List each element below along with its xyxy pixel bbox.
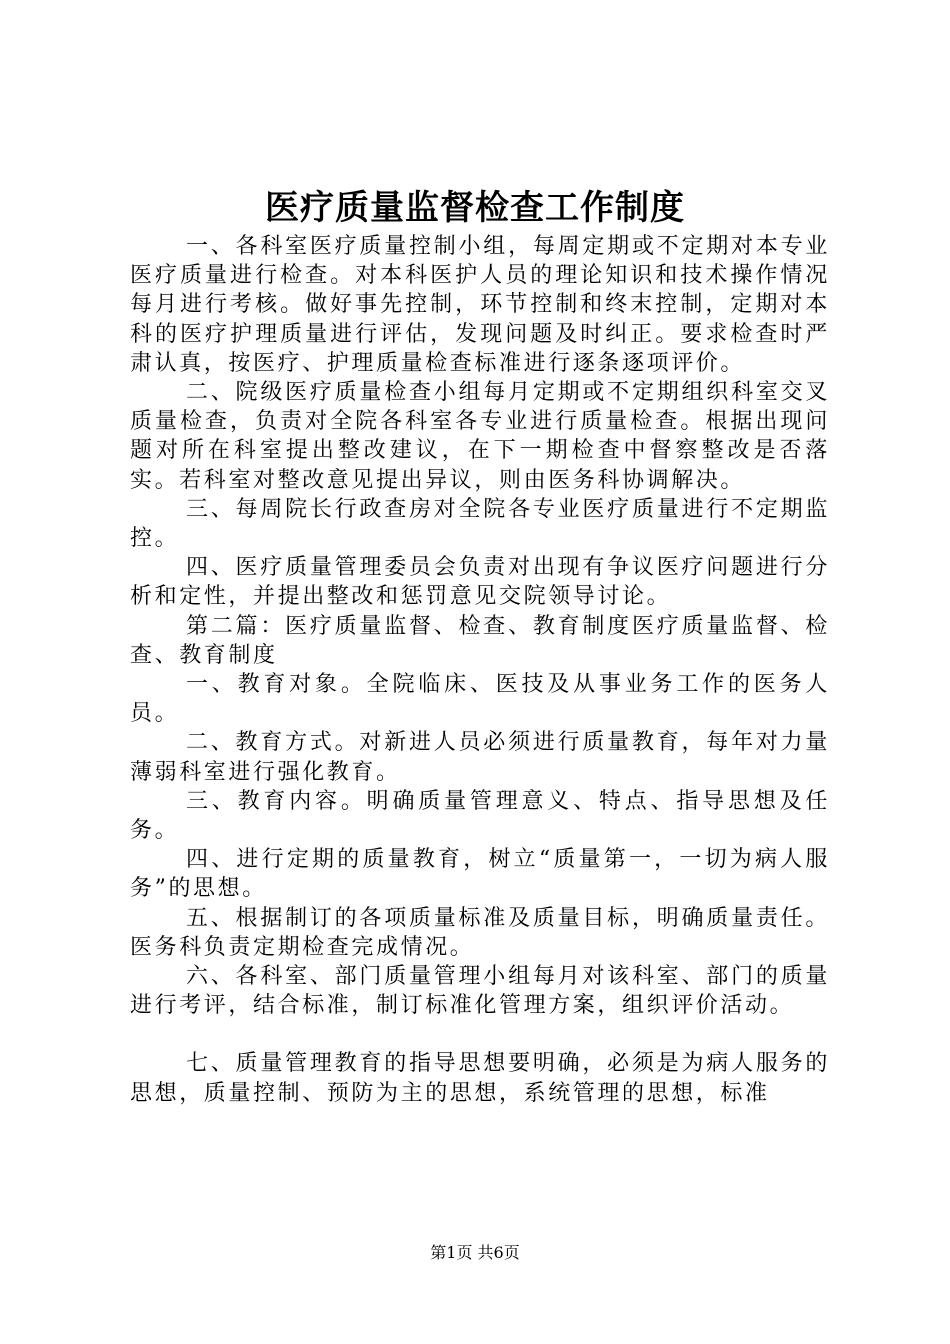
paragraph: 一、各科室医疗质量控制小组，每周定期或不定期对本专业医疗质量进行检查。对本科医护人员的理论知识和技术操作情况每月进行考核。做好事先控制，环节控制和终末控制，定期对本科的医疗护理质量进行评估，发现问题及时纠正。要求检查时严肃认真，按医疗、护理质量检查标准进行逐条逐项评价。	[130, 234, 830, 376]
paragraph: 七、质量管理教育的指导思想要明确，必须是为病人服务的思想，质量控制、预防为主的思想，系统管理的思想，标准	[130, 1051, 830, 1106]
paragraph: 一、教育对象。全院临床、医技及从事业务工作的医务人员。	[130, 672, 830, 727]
paragraph: 五、根据制订的各项质量标准及质量目标，明确质量责任。医务科负责定期检查完成情况。	[130, 905, 830, 960]
page-number: 第1页 共6页	[430, 1243, 520, 1262]
paragraph: 四、医疗质量管理委员会负责对出现有争议医疗问题进行分析和定性，并提出整改和惩罚意见交院领导讨论。	[130, 555, 830, 610]
paragraph: 二、院级医疗质量检查小组每月定期或不定期组织科室交叉质量检查，负责对全院各科室各专业进行质量检查。根据出现问题对所在科室提出整改建议，在下一期检查中督察整改是否落实。若科室对整改意见提出异议，则由医务科协调解决。	[130, 380, 830, 493]
paragraph: 四、进行定期的质量教育，树立“质量第一，一切为病人服务”的思想。	[130, 847, 830, 902]
paragraph: 六、各科室、部门质量管理小组每月对该科室、部门的质量进行考评，结合标准，制订标准化管理方案，组织评价活动。	[130, 964, 830, 1019]
paragraph: 三、教育内容。明确质量管理意义、特点、指导思想及任务。	[130, 788, 830, 844]
document-body	[130, 232, 830, 1108]
document-title: 医疗质量监督检查工作制度	[265, 188, 685, 228]
section-heading: 第二篇：医疗质量监督、检查、教育制度医疗质量监督、检查、教育制度	[130, 613, 830, 668]
paragraph: 三、每周院长行政查房对全院各专业医疗质量进行不定期监控。	[130, 496, 830, 552]
paragraph: 二、教育方式。对新进人员必须进行质量教育，每年对力量薄弱科室进行强化教育。	[130, 730, 830, 785]
